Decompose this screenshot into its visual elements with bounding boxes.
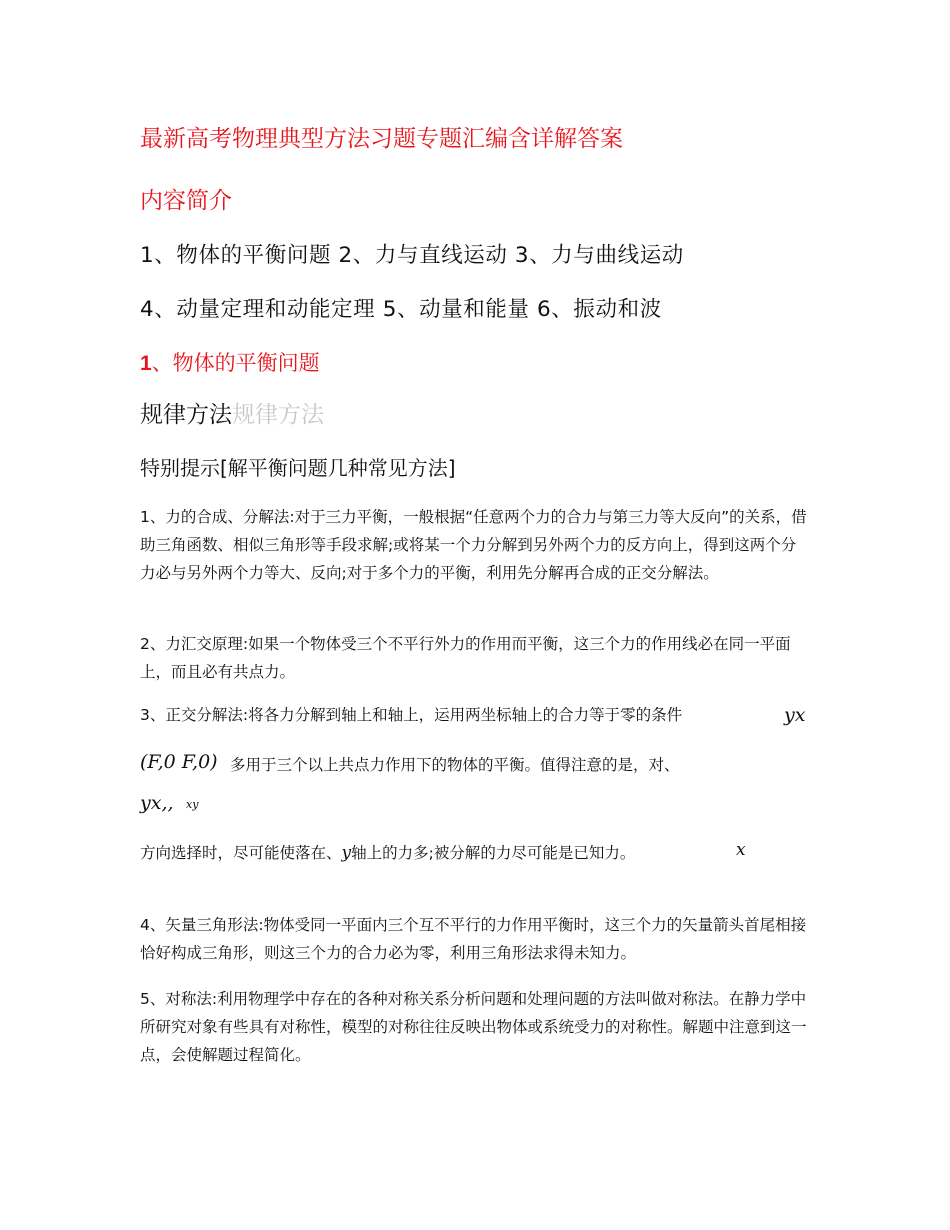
paragraph-4: 4、矢量三角形法:物体受同一平面内三个互不平行的力作用平衡时，这三个力的矢量箭头首尾相接恰好构成三角形，则这三个力的合力必为零，利用三角形法求得未知力。: [140, 916, 807, 962]
math-xy-subscript: xy: [186, 798, 199, 811]
paragraph-1: 1、力的合成、分解法:对于三力平衡，一般根据“任意两个力的合力与第三力等大反向”的关系，借助三角函数、相似三角形等手段求解;或将某一个力分解到另外两个力的反方向上，得到这两个分力必与另外两个力等大、反向;对于多个力的平衡，利用先分解再合成的正交分解法。: [140, 508, 807, 582]
paragraph-2: 2、力汇交原理:如果一个物体受三个不平行外力的作用而平衡，这三个力的作用线必在同一平面上，而且必有共点力。: [140, 635, 791, 681]
direction-text-b: 轴上的力多;被分解的力尽可能是已知力。: [351, 844, 636, 862]
math-x: x: [736, 840, 746, 860]
paragraph-3: 3、正交分解法:将各力分解到轴上和轴上，运用两坐标轴上的合力等于零的条件: [140, 706, 683, 724]
toc-line-2: 4、动量定理和动能定理 5、动量和能量 6、振动和波: [140, 297, 662, 322]
math-yx: yx: [784, 704, 806, 726]
paragraph-3-direction: [140, 841, 635, 863]
math-equation: (F,0 F,0): [140, 751, 218, 773]
method-heading: [140, 396, 324, 429]
section-heading: [140, 347, 320, 377]
tip-heading: 特别提示[解平衡问题几种常见方法]: [140, 456, 456, 480]
document-title: 最新高考物理典型方法习题专题汇编含详解答案: [140, 126, 623, 152]
paragraph-3-continued: 多用于三个以上共点力作用下的物体的平衡。值得注意的是，对、: [230, 756, 680, 774]
paragraph-5: 5、对称法:利用物理学中存在的各种对称关系分析问题和处理问题的方法叫做对称法。在静力学中所研究对象有些具有对称性，模型的对称往往反映出物体或系统受力的对称性。解题中注意到这一点，会使解题过程简化。: [140, 990, 807, 1064]
section-number: 1: [140, 352, 152, 375]
math-y: y: [341, 843, 352, 863]
math-yx-commas: yx,,: [140, 792, 174, 814]
direction-text-a: 方向选择时，尽可能使落在、: [140, 844, 342, 862]
method-heading-text: 规律方法: [140, 402, 232, 428]
section-title: 、物体的平衡问题: [151, 351, 320, 375]
toc-line-1: 1、物体的平衡问题 2、力与直线运动 3、力与曲线运动: [140, 243, 684, 268]
method-heading-echo: 规律方法: [232, 402, 324, 428]
intro-heading: 内容简介: [140, 188, 232, 214]
